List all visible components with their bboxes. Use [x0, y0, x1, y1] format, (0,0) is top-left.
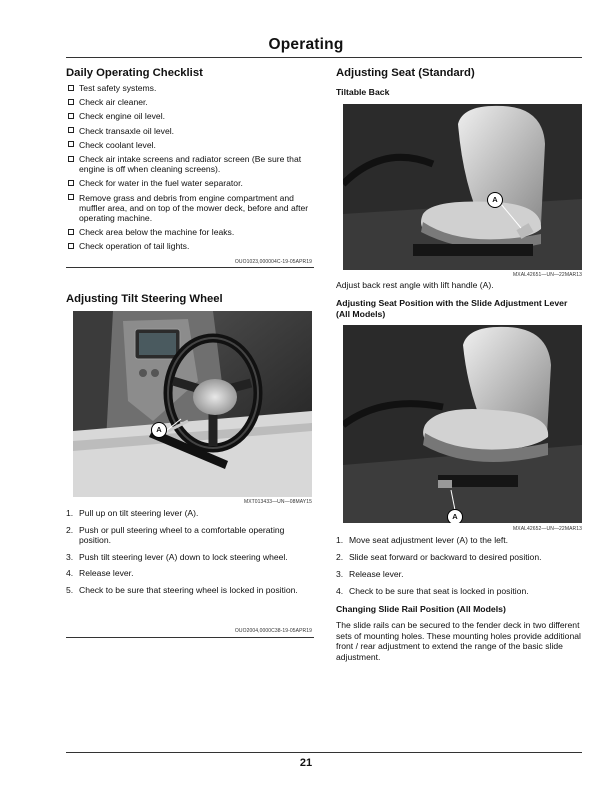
- callout-circle-a: A: [447, 509, 463, 523]
- steering-ref: OUO2004,0000C38-19-05APR19: [234, 628, 312, 634]
- callout-circle-a: A: [151, 422, 167, 438]
- checklist-item: Test safety systems.: [66, 83, 316, 93]
- checklist-item: Check engine oil level.: [66, 111, 316, 121]
- rail-subheading: Changing Slide Rail Position (All Models): [336, 604, 506, 614]
- step-item: 1. Pull up on tilt steering lever (A).: [66, 508, 199, 518]
- checkbox-icon: [68, 243, 74, 249]
- step-item: 1. Move seat adjustment lever (A) to the left.: [336, 535, 509, 545]
- checklist-item: Check air cleaner.: [66, 97, 316, 107]
- steering-heading: Adjusting Tilt Steering Wheel: [66, 293, 223, 305]
- header-rule: [66, 57, 582, 58]
- checkbox-icon: [68, 113, 74, 119]
- step-item: 4. Release lever.: [66, 568, 134, 578]
- checklist-item: Check operation of tail lights.: [66, 241, 316, 251]
- page-number: 21: [299, 757, 313, 769]
- checklist-item: Check area below the machine for leaks.: [66, 227, 316, 237]
- steering-wheel-figure: [73, 311, 312, 497]
- seat-figure1-ref: MXAL42651—UN—22MAR13: [513, 272, 582, 278]
- checklist-item: Check air intake screens and radiator screen (Be sure that engine is off when cleaning screens).: [66, 154, 316, 174]
- footer-rule: [66, 752, 582, 753]
- step-item: 3. Push tilt steering lever (A) down to lock steering wheel.: [66, 551, 288, 562]
- checklist-list: [66, 83, 316, 256]
- checklist-heading: Daily Operating Checklist: [66, 67, 203, 79]
- slide-subheading: Adjusting Seat Position with the Slide Adjustment Lever (All Models): [336, 298, 568, 319]
- seat-slide-figure: [343, 325, 582, 523]
- seat-tilt-illustration: [343, 104, 582, 270]
- seat-heading: Adjusting Seat (Standard): [336, 67, 475, 79]
- checkbox-icon: [68, 180, 74, 186]
- steering-figure-ref: MXT013433—UN—08MAY15: [243, 499, 312, 505]
- checklist-item: Check transaxle oil level.: [66, 126, 316, 136]
- step-item: 4. Check to be sure that seat is locked in position.: [336, 586, 529, 596]
- section-rule: [66, 637, 314, 638]
- rail-paragraph: The slide rails can be secured to the fender deck in two different sets of mounting holes. These mounting holes provide additional front / rear adjustment to extend the range of the basic slide adjustment.: [336, 620, 581, 662]
- checkbox-icon: [68, 229, 74, 235]
- steering-steps: [66, 508, 312, 601]
- checklist-item: Check for water in the fuel water separator.: [66, 178, 316, 188]
- tilt-caption: Adjust back rest angle with lift handle (A).: [336, 280, 494, 290]
- checkbox-icon: [68, 156, 74, 162]
- checklist-ref: OUO1023,000004C-19-05APR19: [234, 259, 312, 265]
- callout-circle-a: A: [487, 192, 503, 208]
- checkbox-icon: [68, 194, 74, 200]
- seat-tilt-figure: [343, 104, 582, 270]
- page-title: Operating: [268, 36, 344, 53]
- checklist-item: Check coolant level.: [66, 140, 316, 150]
- step-item: 3. Release lever.: [336, 569, 404, 579]
- checkbox-icon: [68, 99, 74, 105]
- steering-wheel-illustration: [73, 311, 312, 497]
- step-item: 2. Slide seat forward or backward to desired position.: [336, 552, 542, 562]
- seat-slide-illustration: [343, 325, 582, 523]
- checkbox-icon: [68, 127, 74, 133]
- section-rule: [66, 267, 314, 268]
- tilt-subheading: Tiltable Back: [336, 87, 390, 97]
- slide-steps: [336, 535, 582, 603]
- step-item: 2. Push or pull steering wheel to a comfortable operating position.: [66, 524, 285, 545]
- step-item: 5. Check to be sure that steering wheel is locked in position.: [66, 584, 298, 595]
- seat-figure2-ref: MXAL42652—UN—22MAR13: [513, 526, 582, 532]
- checkbox-icon: [68, 141, 74, 147]
- checklist-item: Remove grass and debris from engine compartment and muffler area, and on top of the mower deck, before and after operating machine.: [66, 193, 316, 224]
- checkbox-icon: [68, 85, 74, 91]
